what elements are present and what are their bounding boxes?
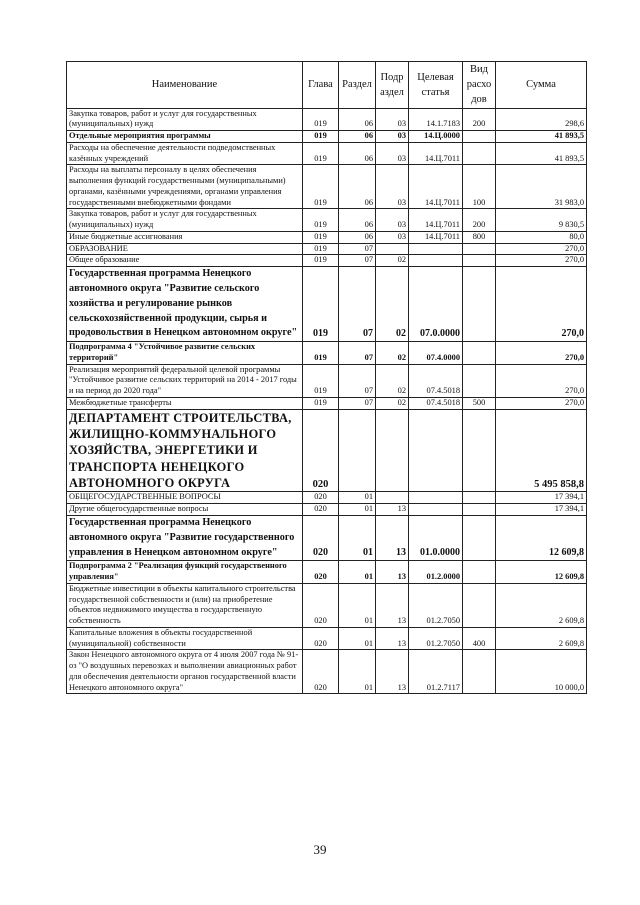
row-podrazdel: 13: [376, 504, 409, 516]
table-row: [67, 561, 587, 584]
row-podrazdel: 02: [376, 397, 409, 409]
row-glava: 020: [303, 561, 339, 584]
row-podrazdel: 13: [376, 627, 409, 650]
row-razdel: 07: [339, 364, 376, 397]
table-row: [67, 409, 587, 492]
row-podrazdel: [376, 243, 409, 255]
row-glava: 020: [303, 504, 339, 516]
row-vid: 800: [463, 231, 496, 243]
row-razdel: 06: [339, 231, 376, 243]
row-podrazdel: 03: [376, 231, 409, 243]
row-target: 07.0.0000: [409, 267, 463, 342]
row-razdel: 07: [339, 397, 376, 409]
row-vid: [463, 342, 496, 365]
row-target: [409, 255, 463, 267]
row-sum: 12 609,8: [496, 515, 587, 560]
row-glava: 020: [303, 583, 339, 627]
row-glava: 019: [303, 209, 339, 232]
row-name: Закупка товаров, работ и услуг для государственных (муниципальных) нужд: [67, 108, 303, 131]
row-glava: 020: [303, 492, 339, 504]
table-body: [67, 108, 587, 694]
page-number: 39: [313, 842, 327, 857]
row-podrazdel: 13: [376, 515, 409, 560]
table-row: [67, 131, 587, 143]
row-razdel: 01: [339, 561, 376, 584]
row-sum: 12 609,8: [496, 561, 587, 584]
row-glava: 019: [303, 131, 339, 143]
row-vid: [463, 142, 496, 165]
row-sum: 270,0: [496, 397, 587, 409]
row-target: 07.4.5018: [409, 364, 463, 397]
table-row: [67, 492, 587, 504]
table-row: [67, 231, 587, 243]
row-razdel: 07: [339, 342, 376, 365]
row-name: Государственная программа Ненецкого автономного округа "Развитие сельского хозяйства и регулирование рынков сельскохозяйственной продукции, сырья и продовольствия в Ненецком автономном округе": [67, 267, 303, 342]
header-sum: Сумма: [496, 62, 587, 109]
row-target: 14.Ц.0000: [409, 131, 463, 143]
row-vid: [463, 409, 496, 492]
table-row: [67, 108, 587, 131]
row-name: Отдельные мероприятия программы: [67, 131, 303, 143]
row-name: ОБРАЗОВАНИЕ: [67, 243, 303, 255]
table-row: [67, 165, 587, 209]
row-sum: 270,0: [496, 267, 587, 342]
row-target: [409, 409, 463, 492]
row-glava: 020: [303, 409, 339, 492]
row-razdel: 07: [339, 255, 376, 267]
header-target: Целевая статья: [409, 62, 463, 109]
table-row: [67, 255, 587, 267]
row-name: Общее образование: [67, 255, 303, 267]
row-razdel: 01: [339, 504, 376, 516]
row-name: ДЕПАРТАМЕНТ СТРОИТЕЛЬСТВА, ЖИЛИЩНО-КОММУНАЛЬНОГО ХОЗЯЙСТВА, ЭНЕРГЕТИКИ И ТРАНСПОРТА НЕНЕЦКОГО АВТОНОМНОГО ОКРУГА: [67, 409, 303, 492]
row-name: Подпрограмма 4 "Устойчивое развитие сельских территорий": [67, 342, 303, 365]
row-glava: 019: [303, 142, 339, 165]
row-name: Иные бюджетные ассигнования: [67, 231, 303, 243]
row-vid: [463, 650, 496, 694]
row-target: 01.2.7117: [409, 650, 463, 694]
row-target: [409, 504, 463, 516]
row-podrazdel: [376, 492, 409, 504]
row-name: Другие общегосударственные вопросы: [67, 504, 303, 516]
row-glava: 019: [303, 165, 339, 209]
row-razdel: 06: [339, 131, 376, 143]
row-sum: 270,0: [496, 364, 587, 397]
row-sum: 2 609,8: [496, 583, 587, 627]
header-row: [67, 62, 587, 109]
row-name: Расходы на обеспечение деятельности подведомственных казённых учреждений: [67, 142, 303, 165]
row-sum: 5 495 858,8: [496, 409, 587, 492]
header-glava: Глава: [303, 62, 339, 109]
row-glava: 019: [303, 342, 339, 365]
row-podrazdel: 03: [376, 165, 409, 209]
row-vid: [463, 515, 496, 560]
row-podrazdel: 02: [376, 364, 409, 397]
table-row: [67, 627, 587, 650]
row-target: 01.0.0000: [409, 515, 463, 560]
row-target: 14.Ц.7011: [409, 142, 463, 165]
row-razdel: 01: [339, 627, 376, 650]
row-razdel: 06: [339, 108, 376, 131]
row-sum: 41 893,5: [496, 131, 587, 143]
row-vid: [463, 583, 496, 627]
row-vid: 200: [463, 209, 496, 232]
row-name: Закупка товаров, работ и услуг для государственных (муниципальных) нужд: [67, 209, 303, 232]
row-name: Государственная программа Ненецкого автономного округа "Развитие государственного управления в Ненецком автономном округе": [67, 515, 303, 560]
row-podrazdel: 13: [376, 583, 409, 627]
row-sum: 17 394,1: [496, 492, 587, 504]
row-sum: 270,0: [496, 342, 587, 365]
table-row: [67, 142, 587, 165]
row-sum: 17 394,1: [496, 504, 587, 516]
row-vid: 400: [463, 627, 496, 650]
row-vid: [463, 243, 496, 255]
row-sum: 270,0: [496, 255, 587, 267]
table-row: [67, 515, 587, 560]
row-vid: [463, 364, 496, 397]
table-row: [67, 342, 587, 365]
row-vid: 500: [463, 397, 496, 409]
row-name: Бюджетные инвестиции в объекты капитального строительства государственной собственности и (или) на приобретение объектов недвижимого имущества в государственную собственность: [67, 583, 303, 627]
row-target: 07.4.5018: [409, 397, 463, 409]
row-glava: 019: [303, 267, 339, 342]
row-glava: 019: [303, 108, 339, 131]
row-podrazdel: 13: [376, 561, 409, 584]
row-vid: [463, 267, 496, 342]
row-razdel: 01: [339, 492, 376, 504]
row-podrazdel: [376, 409, 409, 492]
row-vid: [463, 255, 496, 267]
row-sum: 31 983,0: [496, 165, 587, 209]
row-glava: 019: [303, 397, 339, 409]
row-target: 01.2.7050: [409, 583, 463, 627]
row-glava: 019: [303, 243, 339, 255]
row-vid: [463, 492, 496, 504]
row-name: Реализация мероприятий федеральной целевой программы "Устойчивое развитие сельских территорий на 2014 - 2017 годы и на период до 2020 года": [67, 364, 303, 397]
row-podrazdel: 02: [376, 342, 409, 365]
table-row: [67, 267, 587, 342]
row-glava: 020: [303, 650, 339, 694]
header-name: Наименование: [67, 62, 303, 109]
row-sum: 298,6: [496, 108, 587, 131]
table-row: [67, 209, 587, 232]
row-podrazdel: 03: [376, 142, 409, 165]
row-razdel: 07: [339, 267, 376, 342]
row-podrazdel: 03: [376, 209, 409, 232]
row-razdel: 06: [339, 165, 376, 209]
row-razdel: [339, 409, 376, 492]
table-row: [67, 397, 587, 409]
row-podrazdel: 13: [376, 650, 409, 694]
table-row: [67, 504, 587, 516]
row-sum: 41 893,5: [496, 142, 587, 165]
table-row: [67, 583, 587, 627]
row-glava: 019: [303, 231, 339, 243]
row-target: [409, 243, 463, 255]
table-row: [67, 650, 587, 694]
row-target: 01.2.0000: [409, 561, 463, 584]
row-razdel: 07: [339, 243, 376, 255]
row-podrazdel: 03: [376, 131, 409, 143]
row-razdel: 06: [339, 142, 376, 165]
row-sum: 2 609,8: [496, 627, 587, 650]
header-razdel: Раздел: [339, 62, 376, 109]
row-name: Капитальные вложения в объекты государственной (муниципальной) собственности: [67, 627, 303, 650]
budget-table: [66, 61, 587, 694]
row-podrazdel: 02: [376, 255, 409, 267]
row-razdel: 06: [339, 209, 376, 232]
header-vid: Вид расхо дов: [463, 62, 496, 109]
row-name: ОБЩЕГОСУДАРСТВЕННЫЕ ВОПРОСЫ: [67, 492, 303, 504]
row-sum: 10 000,0: [496, 650, 587, 694]
row-target: 14.Ц.7011: [409, 231, 463, 243]
row-glava: 020: [303, 515, 339, 560]
row-razdel: 01: [339, 650, 376, 694]
row-sum: 9 830,5: [496, 209, 587, 232]
table-row: [67, 364, 587, 397]
row-name: Межбюджетные трансферты: [67, 397, 303, 409]
row-name: Подпрограмма 2 "Реализация функций государственного управления": [67, 561, 303, 584]
row-target: [409, 492, 463, 504]
row-podrazdel: 03: [376, 108, 409, 131]
row-name: Расходы на выплаты персоналу в целях обеспечения выполнения функций государственными (муниципальными) органами, казёнными учреждениями, органами управления государственными внебюджетными фондами: [67, 165, 303, 209]
row-vid: 200: [463, 108, 496, 131]
row-target: 01.2.7050: [409, 627, 463, 650]
row-target: 14.Ц.7011: [409, 165, 463, 209]
row-glava: 019: [303, 364, 339, 397]
row-vid: [463, 131, 496, 143]
header-podrazdel: Подр аздел: [376, 62, 409, 109]
row-glava: 020: [303, 627, 339, 650]
row-razdel: 01: [339, 515, 376, 560]
row-target: 14.Ц.7011: [409, 209, 463, 232]
row-vid: [463, 504, 496, 516]
row-name: Закон Ненецкого автономного округа от 4 июля 2007 года № 91-оз "О воздушных перевозках и выполнении авиационных работ для обеспечения деятельности органов государственной власти Ненецкого автономного округа": [67, 650, 303, 694]
row-target: 14.1.7183: [409, 108, 463, 131]
row-target: 07.4.0000: [409, 342, 463, 365]
row-sum: 80,0: [496, 231, 587, 243]
row-podrazdel: 02: [376, 267, 409, 342]
row-vid: [463, 561, 496, 584]
row-vid: 100: [463, 165, 496, 209]
row-sum: 270,0: [496, 243, 587, 255]
table-row: [67, 243, 587, 255]
row-razdel: 01: [339, 583, 376, 627]
row-glava: 019: [303, 255, 339, 267]
